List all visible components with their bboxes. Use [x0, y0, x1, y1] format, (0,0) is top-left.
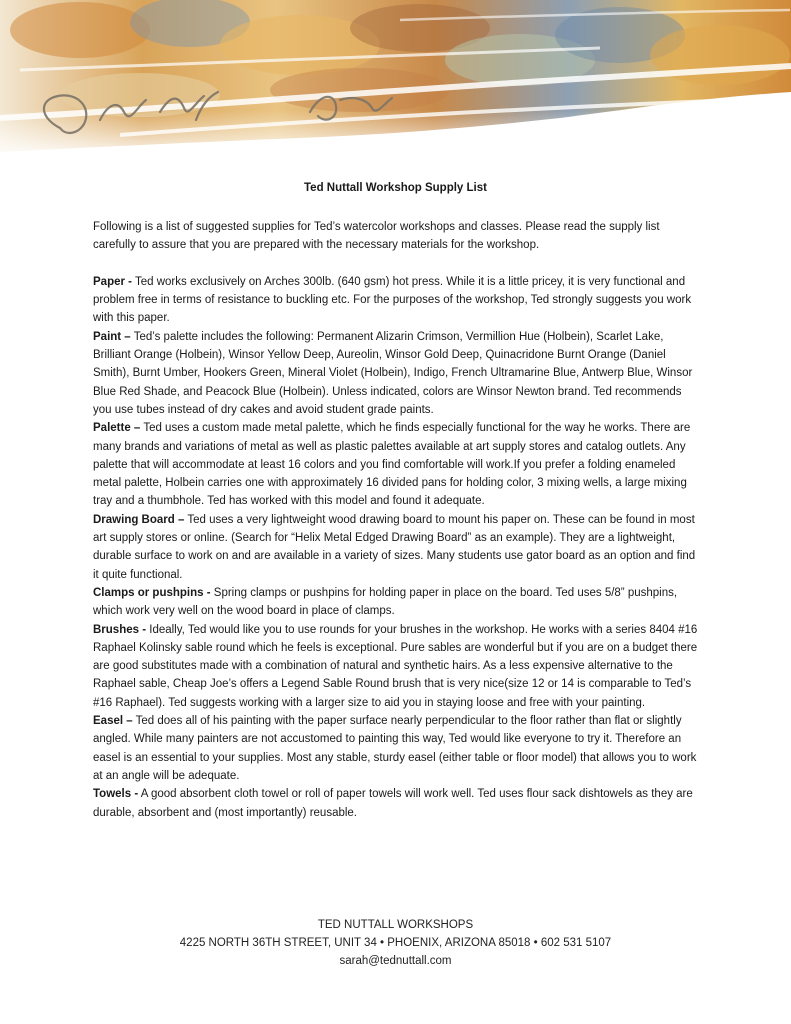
section-towels — [93, 785, 701, 822]
section-heading: Towels - — [93, 788, 139, 801]
page-title: Ted Nuttall Workshop Supply List — [304, 182, 487, 194]
section-drawing-board — [93, 511, 701, 584]
section-palette — [93, 419, 701, 510]
intro-paragraph: Following is a list of suggested supplies for Ted’s watercolor workshops and classes. Please read the supply list carefully to assure that you are prepared with the necessary materials for the workshop. — [93, 221, 660, 252]
section-heading: Brushes - — [93, 623, 147, 636]
section-paper — [93, 273, 701, 328]
footer-email: sarah@tednuttall.com — [339, 955, 452, 967]
section-heading: Paper - — [93, 275, 132, 288]
section-text: Ideally, Ted would like you to use rounds for your brushes in the workshop. He works with a series 8404 #16 Raphael Kolinsky sable round which he feels is exceptional. Pure sables are wonderful but if you are on a budget there are good substitutes made with a combination of natural and synthetic hairs. As a less expensive alternative to the Raphael sable, Cheap Joe’s offers a Legend Sable Round brush that is very nice(size 12 or 14 is comparable to Ted’s #16 Raphael). Ted suggests working with a larger size to aid you in staying loose and free with your painting. — [93, 623, 698, 709]
section-heading: Easel – — [93, 715, 133, 728]
section-text: Ted’s palette includes the following: Permanent Alizarin Crimson, Vermillion Hue (Holbein), Scarlet Lake, Brilliant Orange (Holbein), Winsor Yellow Deep, Aureolin, Winsor Gold Deep, Quinacridone Burnt Orange (Daniel Smith), Burnt Umber, Hookers Green, Mineral Violet (Holbein), Indigo, French Ultramarine Blue, Antwerp Blue, Winsor Blue Red Shade, and Peacock Blue (Holbein). Unless indicated, colors are Winsor Newton brand. Ted recommends you use tubes instead of dry cakes and avoid student grade paints. — [93, 330, 693, 416]
section-heading: Palette – — [93, 422, 141, 435]
section-brushes — [93, 621, 701, 712]
section-text: Ted uses a very lightweight wood drawing board to mount his paper on. These can be found in most art supply stores or online. (Search for “Helix Metal Edged Drawing Board” as an example). They are a lightweight, durable surface to work on and are available in a variety of sizes. Many students use gator board as an option and find it quite functional. — [93, 513, 696, 581]
section-text: Spring clamps or pushpins for holding paper in place on the board. Ted uses 5/8” pushpins, which work very well on the wood board in place of clamps. — [93, 586, 678, 618]
section-clamps — [93, 584, 701, 621]
section-heading: Clamps or pushpins - — [93, 586, 211, 599]
footer-address: 4225 NORTH 36TH STREET, UNIT 34 • PHOENIX, ARIZONA 85018 • 602 531 5107 — [179, 937, 612, 949]
page-footer — [0, 916, 791, 970]
supply-list-body — [93, 218, 701, 822]
watercolor-banner — [0, 0, 791, 160]
section-paint — [93, 328, 701, 419]
section-heading: Drawing Board – — [93, 513, 185, 526]
section-text: A good absorbent cloth towel or roll of paper towels will work well. Ted uses flour sack dishtowels as they are durable, absorbent and (most importantly) reusable. — [93, 788, 693, 819]
section-heading: Paint – — [93, 330, 131, 343]
section-text: Ted uses a custom made metal palette, which he finds especially functional for the way he works. There are many brands and variations of metal as well as plastic palettes available at art supply stores and catalog outlets. Any palette that will accommodate at least 16 colors and you find comfortable will work.If you prefer a folding enameled metal palette, Holbein carries one with approximately 16 divided pans for holding color, 3 mixing wells, a large mixing tray and a thumbhole. Ted has worked with this model and found it adequate. — [93, 422, 691, 508]
footer-company: TED NUTTALL WORKSHOPS — [317, 919, 474, 931]
section-text: Ted works exclusively on Arches 300lb. (640 gsm) hot press. While it is a little pricey, it is very functional and problem free in terms of resistance to buckling etc. For the purposes of the workshop, Ted strongly suggests you work with this paper. — [93, 275, 692, 325]
section-easel — [93, 712, 701, 785]
section-text: Ted does all of his painting with the paper surface nearly perpendicular to the floor rather than flat or slightly angled. While many painters are not accustomed to painting this way, Ted would like everyone to try it. Therefore an easel is an essential to your supplies. Most any stable, sturdy easel (either table or floor model) that allows you to work at an angle will be adequate. — [93, 715, 697, 782]
